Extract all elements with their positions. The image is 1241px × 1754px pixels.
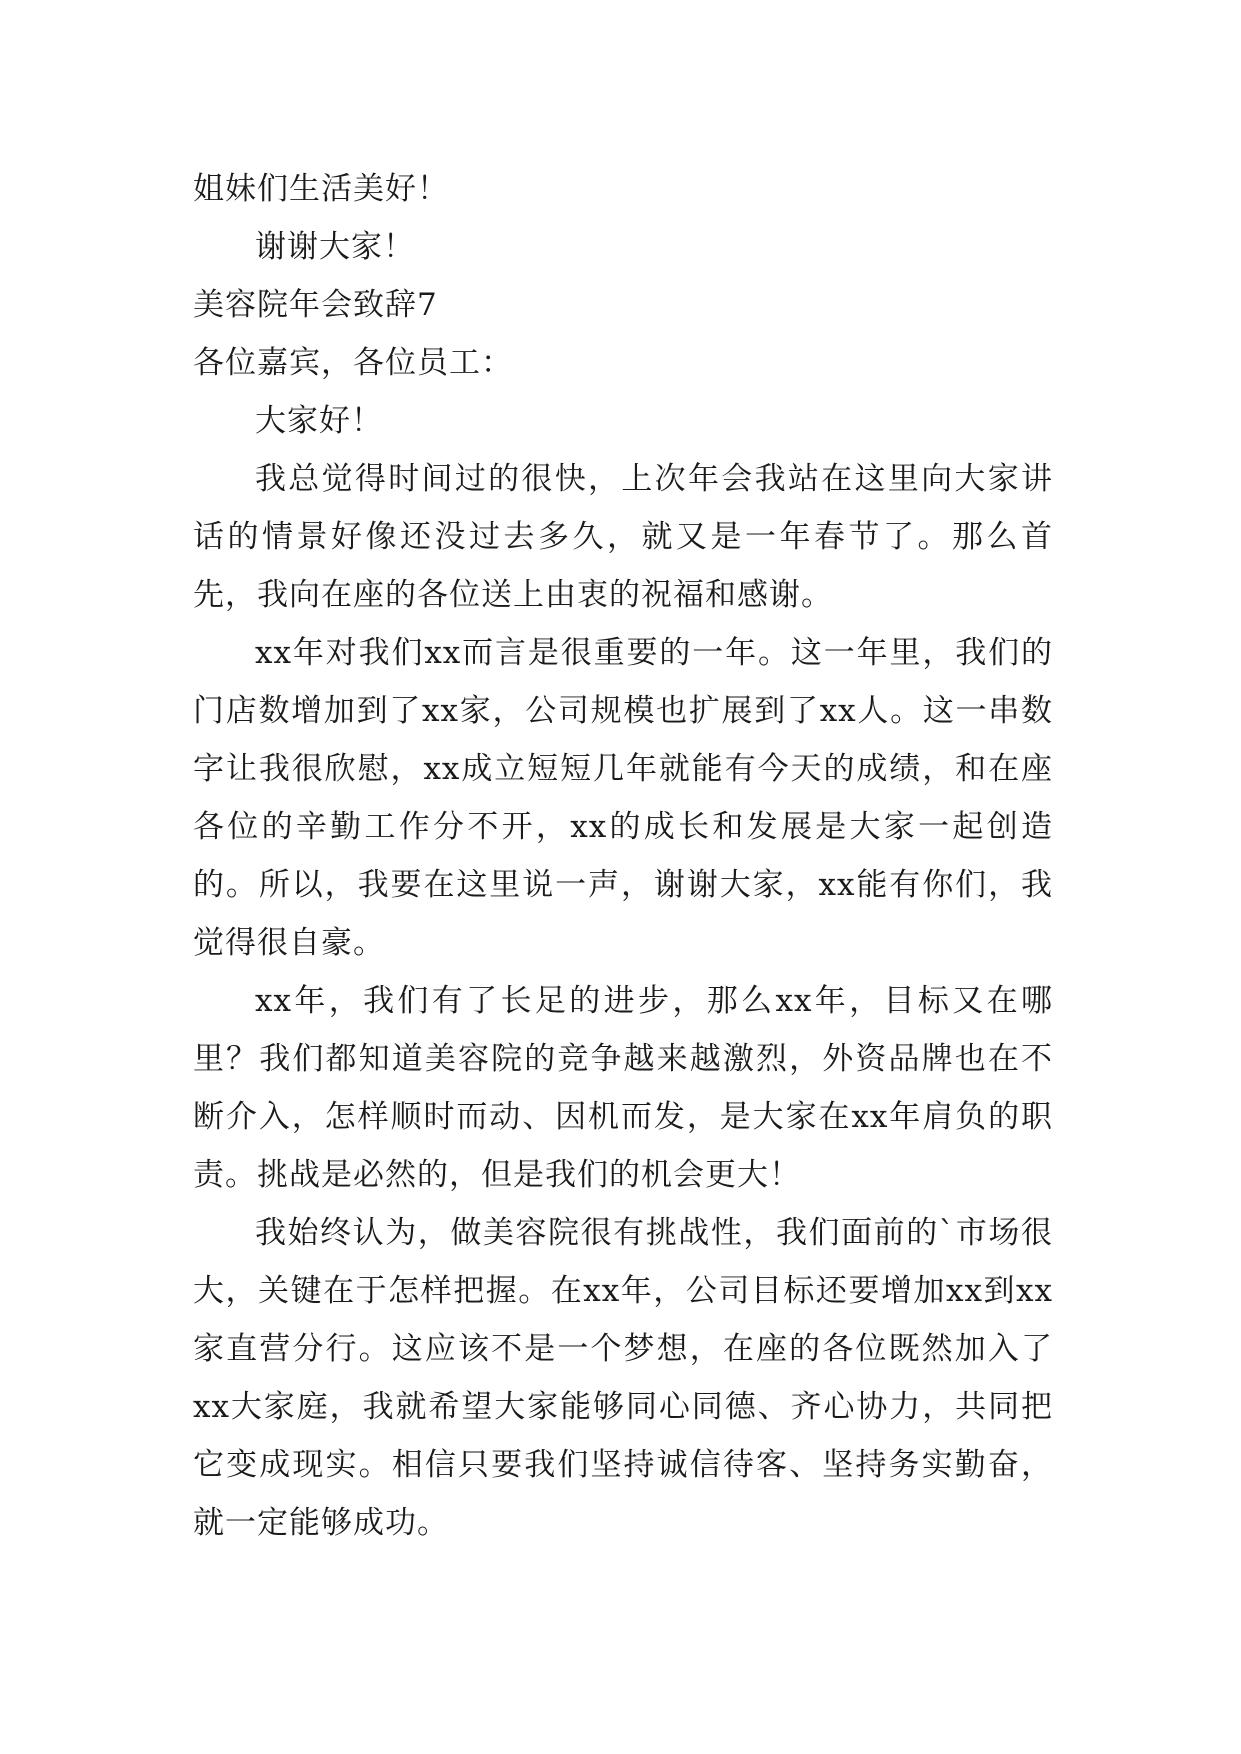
text-line: 姐妹们生活美好！ — [193, 171, 449, 207]
text-line: 谢谢大家！ — [255, 229, 415, 265]
paragraph: 我始终认为，做美容院很有挑战性，我们面前的`市场很大，关键在于怎样把握。在xx年，公司目标还要增加xx到xx家直营分行。这应该不是一个梦想，在座的各位既然加入了xx大家庭，我就希望大家能够同心同德、齐心协力，共同把它变成现实。相信只要我们坚持诚信待客、坚持务实勤奋，就一定能够成功。 — [193, 1215, 1053, 1541]
paragraph: xx年，我们有了长足的进步，那么xx年，目标又在哪里？我们都知道美容院的竞争越来越激烈，外资品牌也在不断介入，怎样顺时而动、因机而发，是大家在xx年肩负的职责。挑战是必然的，但是我们的机会更大！ — [193, 983, 1053, 1193]
section-title: 美容院年会致辞7 — [193, 287, 438, 323]
document-body — [193, 160, 1053, 1552]
paragraph: 我总觉得时间过的很快，上次年会我站在这里向大家讲话的情景好像还没过去多久，就又是一年春节了。那么首先，我向在座的各位送上由衷的祝福和感谢。 — [193, 461, 1053, 613]
paragraph: xx年对我们xx而言是很重要的一年。这一年里，我们的门店数增加到了xx家，公司规模也扩展到了xx人。这一串数字让我很欣慰，xx成立短短几年就能有今天的成绩，和在座各位的辛勤工作分不开，xx的成长和发展是大家一起创造的。所以，我要在这里说一声，谢谢大家，xx能有你们，我觉得很自豪。 — [193, 635, 1053, 961]
salutation: 各位嘉宾，各位员工： — [193, 345, 513, 381]
greeting: 大家好！ — [255, 403, 383, 439]
